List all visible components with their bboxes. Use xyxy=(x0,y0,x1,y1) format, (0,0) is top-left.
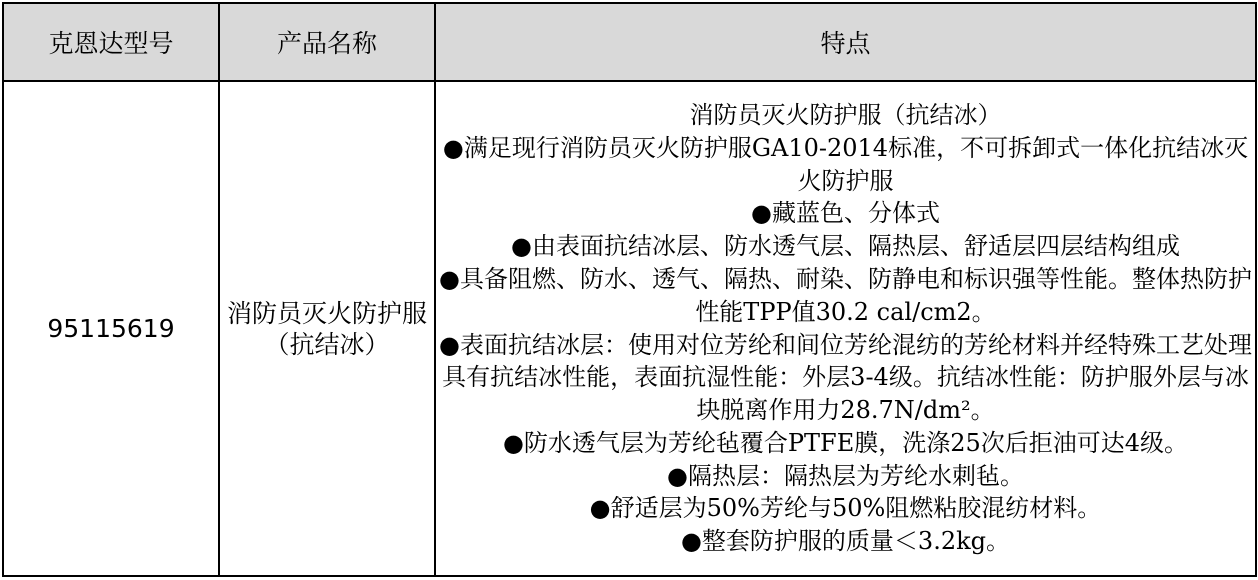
feature-item: ●具备阻燃、防水、透气、隔热、耐染、防静电和标识强等性能。整体热防护性能TPP值30.2 cal/cm2。 xyxy=(439,264,1252,326)
feature-title: 消防员灭火防护服（抗结冰） xyxy=(689,100,1002,129)
feature-item: ●藏蓝色、分体式 xyxy=(751,199,940,228)
product-spec-table xyxy=(2,2,1257,577)
feature-item: ●舒适层为50%芳纶与50%阻燃粘胶混纺材料。 xyxy=(589,494,1102,523)
feature-item: ●满足现行消防员灭火防护服GA10-2014标准，不可拆卸式一体化抗结冰灭火防护服 xyxy=(442,133,1249,195)
header-row xyxy=(3,3,1256,81)
table-row xyxy=(3,81,1256,576)
features-cell xyxy=(435,81,1256,576)
product-name-cell: 消防员灭火防护服（抗结冰） xyxy=(219,81,435,576)
feature-item: ●整套防护服的质量＜3.2kg。 xyxy=(680,527,1010,556)
feature-item: ●防水透气层为芳纶毡覆合PTFE膜，洗涤25次后拒油可达4级。 xyxy=(502,428,1189,457)
model-number-cell: 95115619 xyxy=(3,81,219,576)
feature-item: ●隔热层：隔热层为芳纶水刺毡。 xyxy=(667,461,1024,490)
header-model: 克恩达型号 xyxy=(3,3,219,81)
feature-item: ●表面抗结冰层：使用对位芳纶和间位芳纶混纺的芳纶材料并经特殊工艺处理具有抗结冰性能，表面抗湿性能：外层3-4级。抗结冰性能：防护服外层与冰块脱离作用力28.7N/dm²。 xyxy=(439,330,1252,425)
header-product-name: 产品名称 xyxy=(219,3,435,81)
feature-item: ●由表面抗结冰层、防水透气层、隔热层、舒适层四层结构组成 xyxy=(511,232,1180,261)
header-features: 特点 xyxy=(435,3,1256,81)
